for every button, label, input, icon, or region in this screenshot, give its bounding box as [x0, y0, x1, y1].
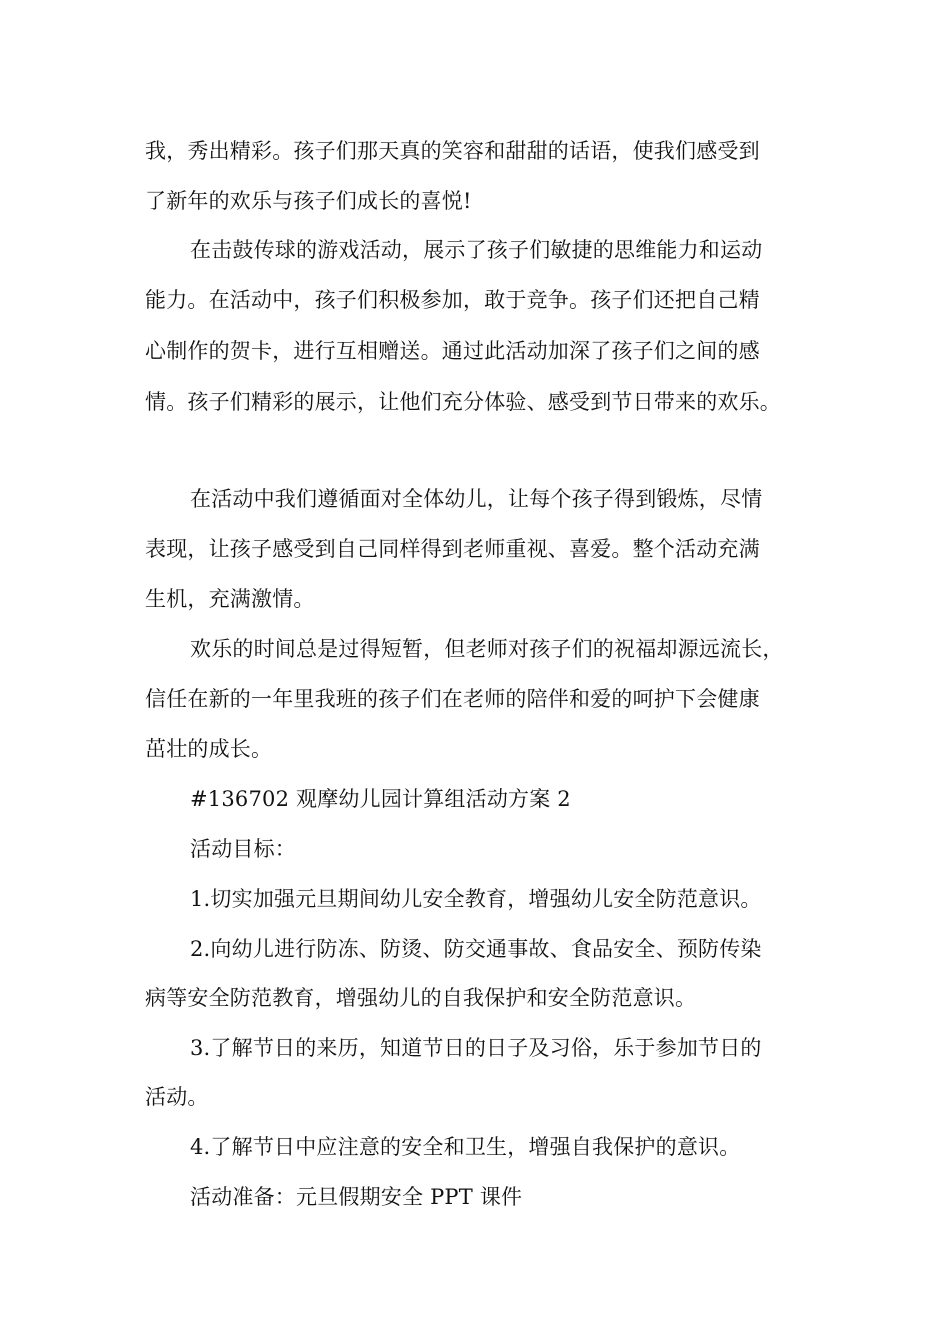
paragraph-line: 生机，充满激情。: [145, 587, 315, 611]
paragraph-line: 欢乐的时间总是过得短暂，但老师对孩子们的祝福却源远流长，: [190, 637, 784, 661]
section-heading: #136702 观摩幼儿园计算组活动方案 2: [190, 787, 571, 811]
list-item: 2.向幼儿进行防冻、防烫、防交通事故、食品安全、预防传染: [190, 937, 762, 961]
paragraph-line: 了新年的欢乐与孩子们成长的喜悦!: [145, 189, 472, 213]
list-item-continued: 活动。: [145, 1085, 209, 1109]
paragraph-line: 情。孩子们精彩的展示，让他们充分体验、感受到节日带来的欢乐。: [145, 390, 781, 414]
paragraph-line: 信任在新的一年里我班的孩子们在老师的陪伴和爱的呵护下会健康: [145, 687, 760, 711]
paragraph-line: 在击鼓传球的游戏活动，展示了孩子们敏捷的思维能力和运动: [190, 238, 763, 262]
paragraph-line: 心制作的贺卡，进行互相赠送。通过此活动加深了孩子们之间的感: [145, 339, 760, 363]
subheading-goals: 活动目标：: [190, 837, 296, 861]
paragraph-line: 表现，让孩子感受到自己同样得到老师重视、喜爱。整个活动充满: [145, 537, 760, 561]
list-item-continued: 病等安全防范教育，增强幼儿的自我保护和安全防范意识。: [145, 986, 697, 1010]
list-item: 1.切实加强元旦期间幼儿安全教育，增强幼儿安全防范意识。: [190, 887, 762, 911]
paragraph-line: 我，秀出精彩。孩子们那天真的笑容和甜甜的话语，使我们感受到: [145, 139, 760, 163]
paragraph-line: 能力。在活动中，孩子们积极参加，敢于竞争。孩子们还把自己精: [145, 288, 760, 312]
list-item: 4.了解节日中应注意的安全和卫生，增强自我保护的意识。: [190, 1135, 741, 1159]
list-item: 3.了解节日的来历，知道节日的日子及习俗，乐于参加节日的: [190, 1036, 762, 1060]
paragraph-line: 茁壮的成长。: [145, 737, 273, 761]
preparation-line: 活动准备：元旦假期安全 PPT 课件: [190, 1185, 523, 1209]
paragraph-line: 在活动中我们遵循面对全体幼儿，让每个孩子得到锻炼，尽情: [190, 487, 763, 511]
